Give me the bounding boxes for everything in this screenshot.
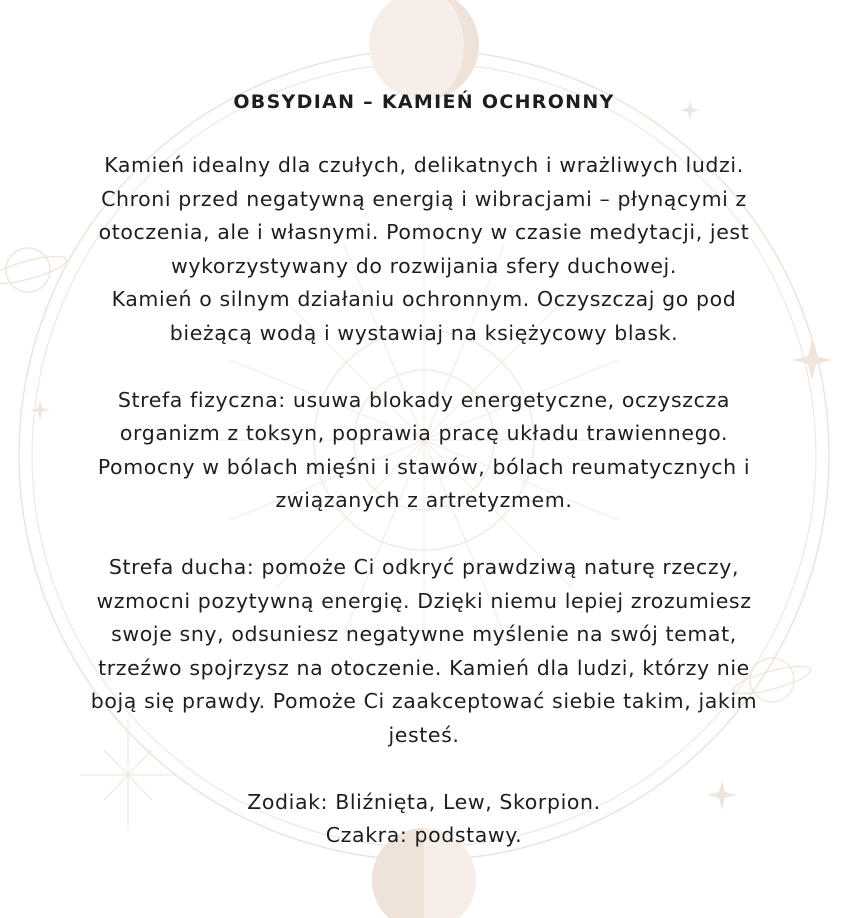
paragraph-gap — [0, 350, 848, 384]
spirit-line: Strefa ducha: pomoże Ci odkryć prawdziwą naturę rzeczy, — [108, 555, 740, 579]
stone-description — [0, 88, 848, 853]
physical-paragraph — [0, 384, 848, 518]
page-title: OBSYDIAN – KAMIEŃ OCHRONNY — [233, 91, 615, 113]
intro-line: wykorzystywany do rozwijania sfery duchowej. — [171, 253, 677, 278]
footer-paragraph — [0, 786, 848, 853]
physical-line: Strefa fizyczna: usuwa blokady energetyczne, oczyszcza — [117, 387, 731, 412]
spirit-line: jesteś. — [388, 722, 460, 747]
spirit-line: trzeźwo spojrzysz na otoczenie. Kamień dla ludzi, którzy nie — [98, 655, 750, 680]
spirit-line: swoje sny, odsuniesz negatywne myślenie na swój temat, — [111, 622, 737, 646]
intro-line: Chroni przed negatywną energią i wibracjami – płynącymi z — [101, 186, 747, 211]
spirit-paragraph — [0, 551, 848, 752]
paragraph-gap — [0, 752, 848, 786]
chakra-line: Czakra: podstawy. — [325, 823, 523, 847]
intro-line: otoczenia, ale i własnymi. Pomocny w czasie medytacji, jest — [98, 220, 750, 244]
zodiac-line: Zodiak: Bliźnięta, Lew, Skorpion. — [247, 789, 601, 814]
physical-line: Pomocny w bólach mięśni i stawów, bólach reumatycznych i — [97, 454, 751, 479]
intro-paragraph — [0, 149, 848, 350]
intro-line: Kamień o silnym działaniu ochronnym. Oczyszczaj go pod — [111, 287, 737, 311]
spirit-line: boją się prawdy. Pomoże Ci zaakceptować siebie takim, jakim — [90, 689, 758, 713]
paragraph-gap — [0, 518, 848, 552]
spirit-line: wzmocni pozytywną energię. Dzięki niemu lepiej zrozumiesz — [96, 588, 752, 613]
intro-line: Kamień idealny dla czułych, delikatnych i wrażliwych ludzi. — [104, 153, 744, 177]
intro-line: bieżącą wodą i wystawiaj na księżycowy blask. — [169, 320, 679, 345]
physical-line: związanych z artretyzmem. — [275, 488, 573, 512]
moon-top-icon — [369, 0, 479, 100]
physical-line: organizm z toksyn, poprawia pracę układu trawiennego. — [119, 421, 729, 445]
